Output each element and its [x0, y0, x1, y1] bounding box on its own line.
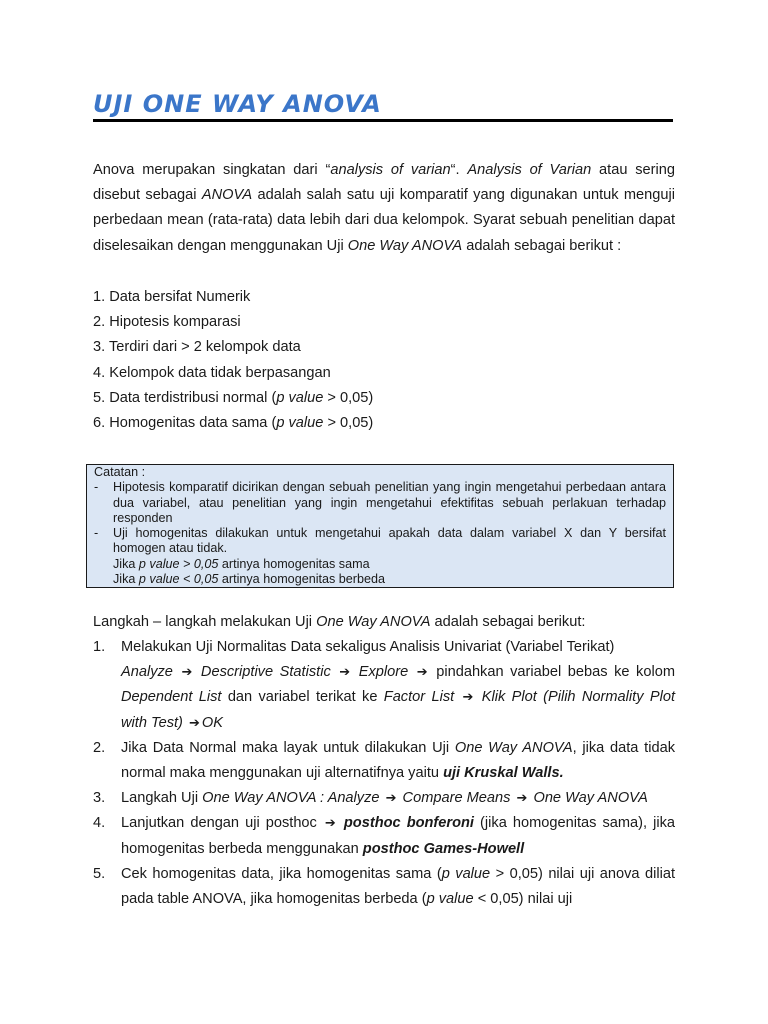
- step-text: [121, 862, 675, 912]
- menu-path-item: Klik Plot (Pilih Normality Plot with Test): [121, 689, 675, 731]
- arrow-icon: ➔: [324, 816, 336, 832]
- step-text: [121, 736, 675, 786]
- arrow-icon: ➔: [181, 665, 193, 681]
- menu-path-item: One Way ANOVA: [533, 790, 648, 807]
- intro-text: .: [455, 162, 460, 178]
- list-item: [93, 386, 675, 411]
- note-box: [86, 464, 674, 588]
- list-item: 4. Kelompok data tidak berpasangan: [93, 364, 331, 381]
- note-sub-text: Jika: [113, 556, 139, 571]
- step-text: (jika homogenitas sama), jika homogenitas berbeda menggunakan: [121, 815, 676, 857]
- list-item: [93, 411, 675, 436]
- step-body: [121, 786, 675, 811]
- intro-text: atau sering disebut sebagai: [93, 162, 675, 204]
- step-number: 1.: [93, 639, 106, 655]
- arrow-icon: ➔: [339, 665, 351, 681]
- step-term: p value: [426, 891, 474, 908]
- step-text: > 0,05) nilai uji anova diliat pada table ANOVA, jika homogenitas berbeda (: [121, 865, 676, 908]
- intro-text: Anova merupakan singkatan dari: [93, 162, 318, 178]
- req-text: 6. Homogenitas data sama (: [93, 415, 277, 432]
- step-text: pindahkan variabel bebas ke kolom: [436, 664, 675, 681]
- step-text: [121, 786, 675, 811]
- note-item: [94, 480, 666, 526]
- note-item: [94, 526, 666, 557]
- step-emphasis: posthoc Games-Howell: [362, 840, 525, 857]
- list-item: [93, 862, 675, 912]
- menu-path-item: Analyze: [121, 664, 173, 681]
- step-text: [121, 660, 675, 736]
- intro-term: ANOVA: [201, 187, 253, 204]
- menu-path-item: Descriptive Statistic: [200, 664, 331, 681]
- step-term: One Way ANOVA: [454, 739, 573, 756]
- step-text: Jika Data Normal maka layak untuk dilakukan Uji: [121, 739, 450, 756]
- menu-path-item: Compare Means: [402, 790, 511, 807]
- req-text: > 0,05): [323, 415, 374, 432]
- req-term: p value: [276, 415, 324, 432]
- step-number: 3.: [93, 790, 106, 807]
- list-item: [93, 635, 675, 736]
- intro-term: Analysis of Varian: [467, 162, 592, 178]
- intro-quote-close: “: [450, 162, 456, 178]
- step-body: [121, 862, 675, 912]
- note-sub-text: artinya homogenitas sama: [218, 556, 370, 571]
- note-dash: -: [94, 480, 99, 495]
- intro-term: analysis of varian: [330, 162, 451, 178]
- steps-intro: [93, 610, 675, 635]
- steps-intro-term: One Way ANOVA: [316, 614, 431, 630]
- note-sub-term: p value > 0,05: [138, 556, 219, 571]
- requirements-list: [93, 285, 675, 436]
- step-text: Lanjutkan dengan uji posthoc: [121, 815, 317, 832]
- step-text: Langkah Uji: [121, 790, 199, 807]
- steps-intro-text: Langkah – langkah melakukan Uji: [93, 614, 317, 630]
- list-item: 3. Terdiri dari > 2 kelompok data: [93, 339, 301, 356]
- menu-path-item: Dependent List: [121, 689, 222, 706]
- title-underline: [93, 119, 673, 122]
- step-text: dan variabel terikat ke: [227, 689, 378, 706]
- list-item: 1. Data bersifat Numerik: [93, 289, 251, 305]
- step-text: , jika data tidak normal maka menggunakan uji alternatifnya yaitu: [121, 739, 675, 782]
- step-text: < 0,05) nilai uji: [477, 891, 573, 908]
- menu-path-item: One Way ANOVA : Analyze: [202, 790, 380, 807]
- note-dash: -: [94, 526, 99, 541]
- step-term: p value: [441, 865, 491, 882]
- req-text: 5. Data terdistribusi normal (: [93, 389, 277, 406]
- step-body: [121, 736, 675, 786]
- intro-text: adalah sebagai berikut :: [466, 237, 622, 254]
- intro-term: One Way ANOVA: [347, 237, 463, 254]
- arrow-icon: ➔: [462, 690, 474, 706]
- arrow-icon: ➔: [516, 791, 528, 807]
- intro-text: adalah salah satu uji komparatif yang digunakan untuk menguji perbedaan mean (rata-rata) data lebih dari dua kelompok. Syarat sebuah penelitian dapat diselesaikan dengan menggunakan Uji: [93, 187, 675, 254]
- req-term: p value: [276, 389, 324, 406]
- intro-paragraph: [93, 158, 675, 259]
- step-number: 5.: [93, 865, 106, 882]
- step-number: 4.: [93, 815, 106, 832]
- step-text: Cek homogenitas data, jika homogenitas sama (: [121, 865, 442, 882]
- step-text: [121, 811, 675, 861]
- step-body: [121, 811, 675, 861]
- note-sub-term: p value < 0,05: [138, 572, 219, 587]
- list-item: [93, 811, 675, 861]
- req-text: > 0,05): [323, 389, 374, 406]
- steps-intro-text: adalah sebagai berikut:: [430, 614, 586, 630]
- step-emphasis: posthoc bonferoni: [343, 815, 474, 832]
- note-sub-text: artinya homogenitas berbeda: [218, 572, 386, 587]
- note-title: Catatan :: [94, 465, 146, 479]
- arrow-icon: ➔: [385, 791, 397, 807]
- list-item: [93, 736, 675, 786]
- step-emphasis: uji Kruskal Walls.: [443, 765, 564, 782]
- note-text: Uji homogenitas dilakukan untuk mengetahui apakah data dalam variabel X dan Y bersifat homogen atau tidak.: [113, 526, 666, 556]
- arrow-icon: ➔: [416, 665, 428, 681]
- note-sub-line: [94, 557, 666, 572]
- intro-quote-open: “: [325, 162, 331, 178]
- steps-list: [93, 635, 675, 912]
- list-item: 2. Hipotesis komparasi: [93, 314, 241, 331]
- note-sub-line: [94, 572, 666, 587]
- page-title: UJI ONE WAY ANOVA: [93, 90, 382, 118]
- list-item: [93, 786, 675, 811]
- note-text: Hipotesis komparatif dicirikan dengan sebuah penelitian yang ingin mengetahui perbedaan antara dua variabel, atau penelitian yang ingin mengetahui efektifitas sebuah perlakuan terhadap responden: [113, 480, 666, 525]
- menu-path-item: Explore: [358, 664, 409, 681]
- step-text: Melakukan Uji Normalitas Data sekaligus Analisis Univariat (Variabel Terikat): [121, 639, 615, 655]
- menu-path-item: Factor List: [383, 689, 455, 706]
- step-body: [121, 635, 675, 736]
- note-sub-text: Jika: [113, 572, 139, 587]
- step-number: 2.: [93, 739, 106, 756]
- menu-path-item: OK: [201, 714, 223, 731]
- arrow-icon: ➔: [188, 715, 200, 731]
